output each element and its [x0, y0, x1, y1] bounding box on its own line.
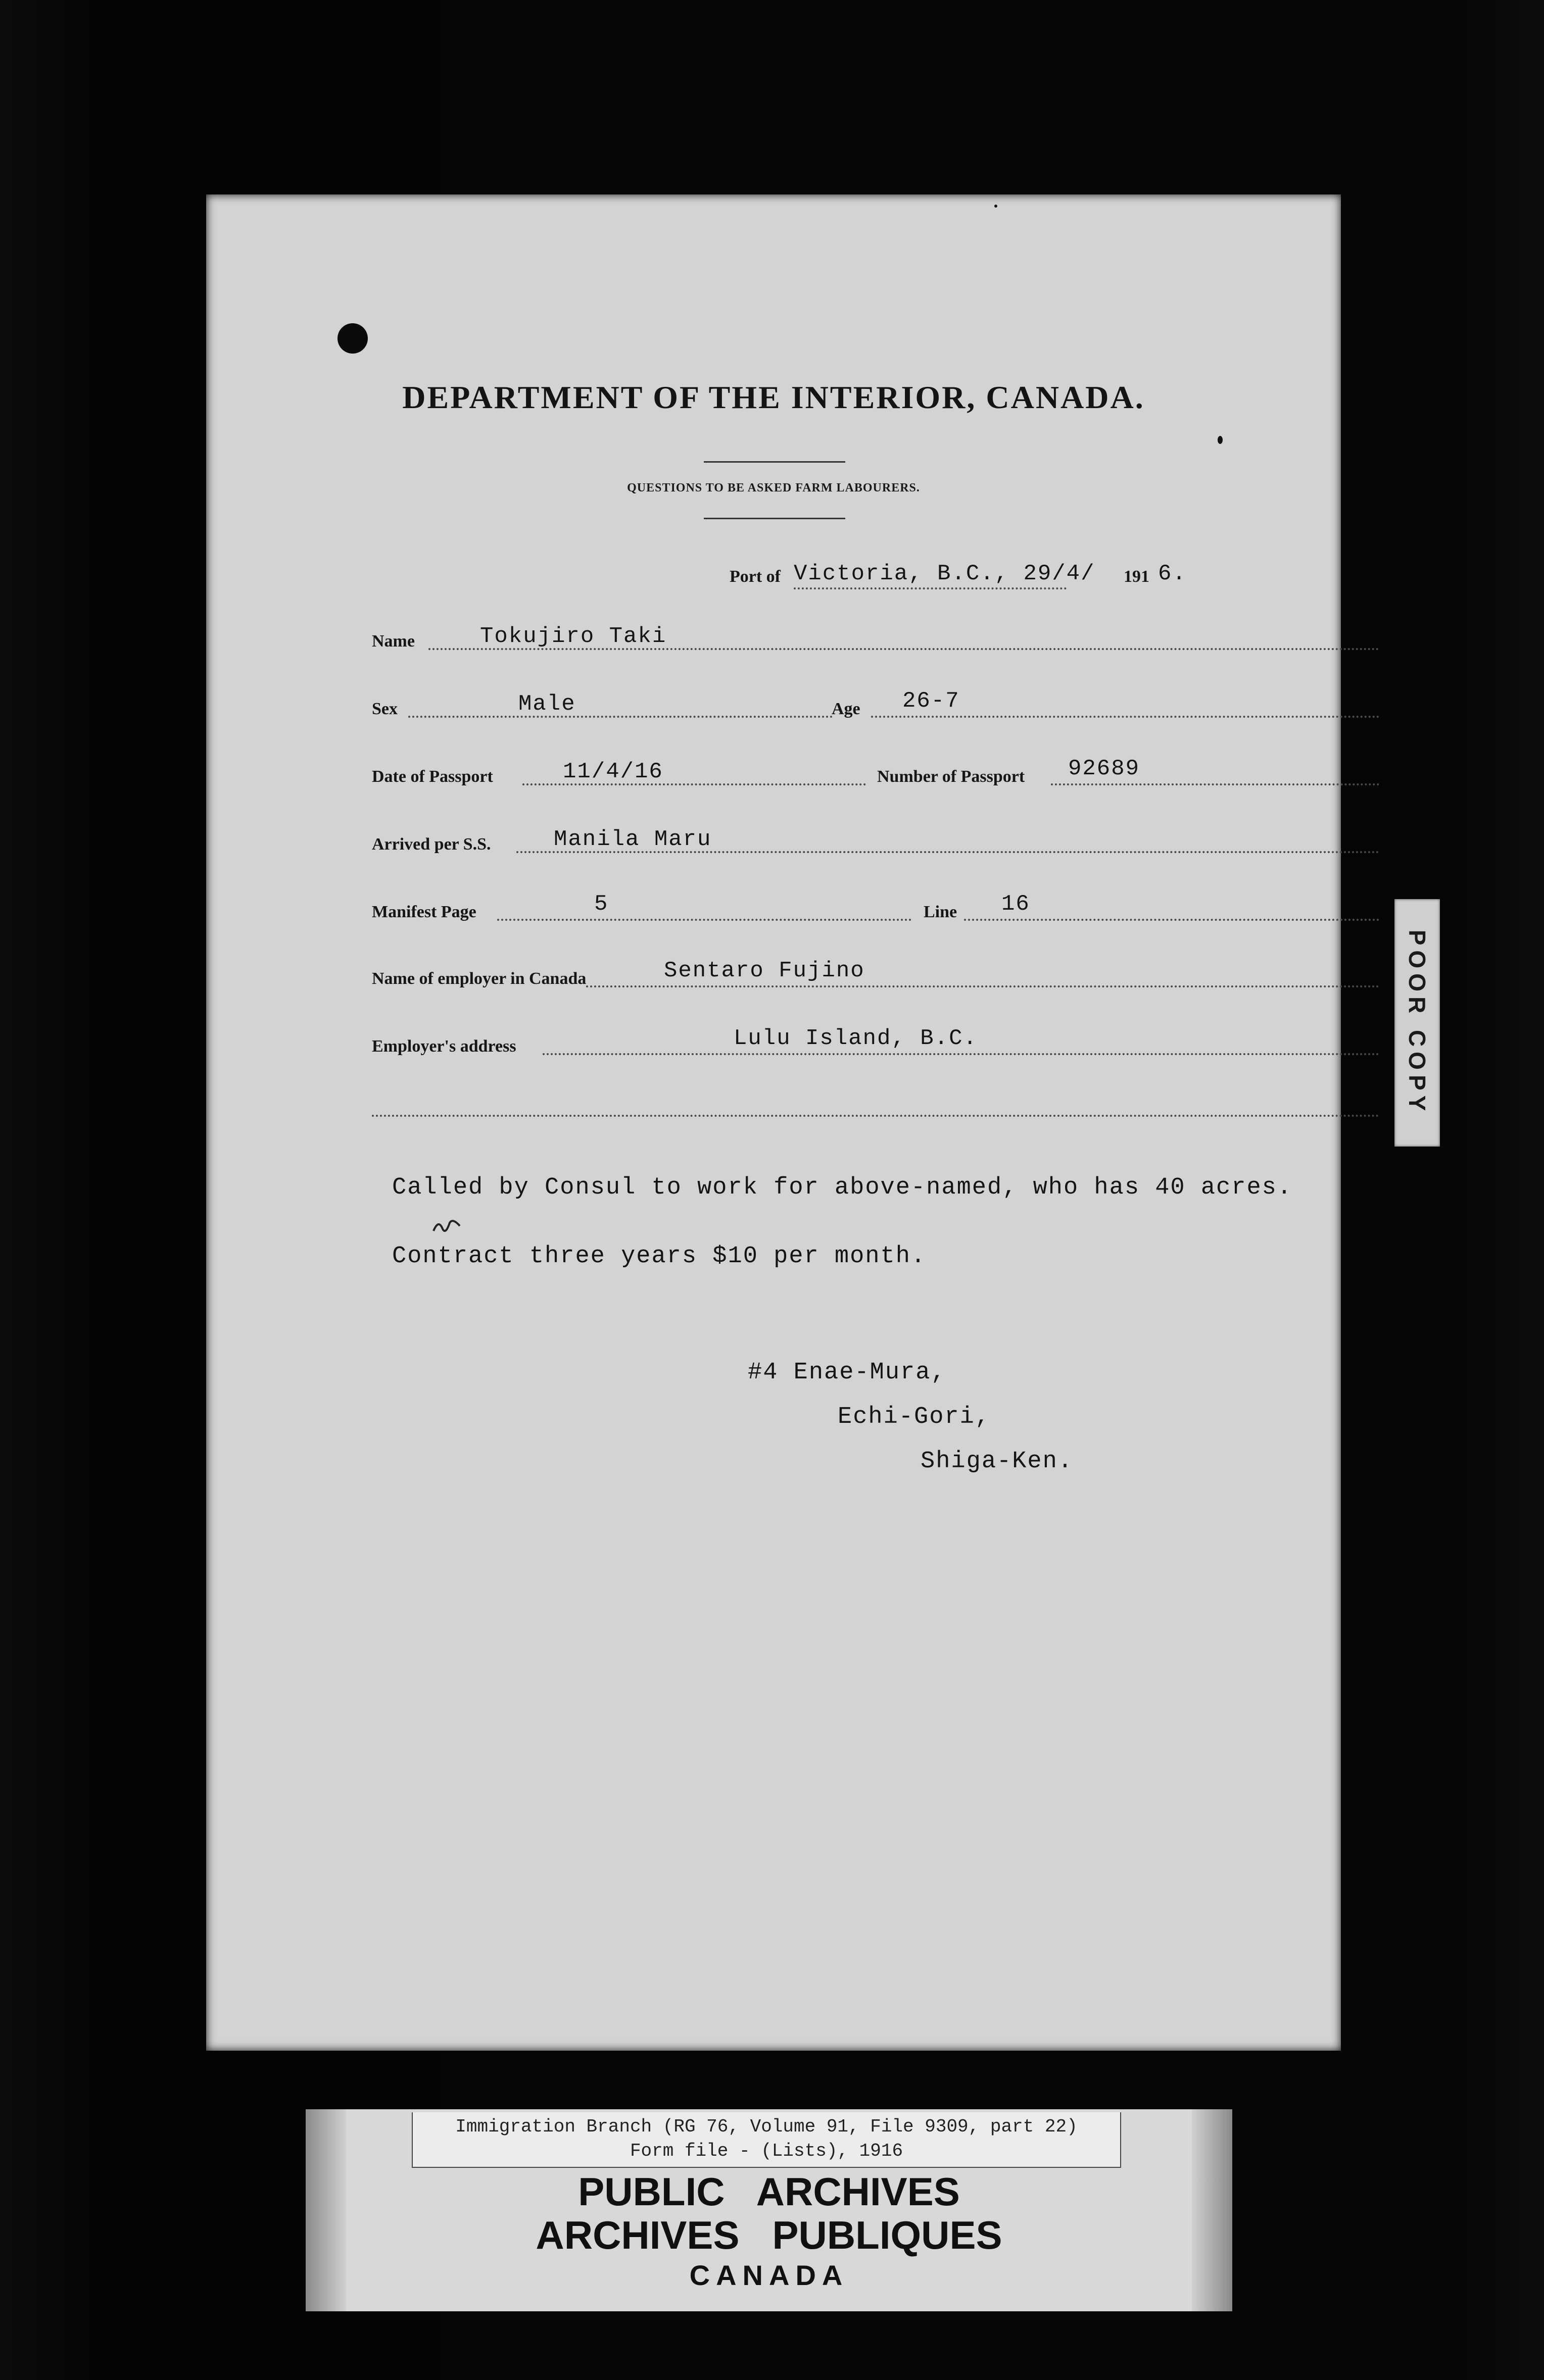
archive-reference-line-1: Immigration Branch (RG 76, Volume 91, File 9309, part 22): [455, 2116, 1078, 2137]
number-of-passport-value: 92689: [1068, 756, 1140, 781]
port-dotted-line: [794, 587, 1067, 589]
line-label: Line: [924, 903, 957, 921]
date-of-passport-label: Date of Passport: [372, 767, 493, 786]
sex-label: Sex: [372, 700, 398, 718]
address-line-2: Echi-Gori,: [838, 1404, 991, 1430]
sex-value: Male: [518, 691, 576, 717]
employer-address-dotted-line: [543, 1053, 1379, 1055]
arrived-per-value: Manila Maru: [554, 827, 712, 852]
year-suffix: 6.: [1158, 561, 1187, 586]
archive-reference-label: [412, 2112, 1121, 2168]
line-dotted-line: [964, 919, 1379, 921]
address-line-1: #4 Enae-Mura,: [748, 1359, 946, 1386]
archive-reference-line-2: Form file - (Lists), 1916: [630, 2141, 903, 2161]
canada-heading: CANADA: [689, 2259, 849, 2291]
department-heading: DEPARTMENT OF THE INTERIOR, CANADA.: [402, 379, 1145, 415]
heading-rule-top: [704, 461, 845, 463]
age-value: 26-7: [902, 688, 960, 714]
public-archives-heading: PUBLIC ARCHIVES: [578, 2169, 960, 2214]
ink-speck: [1218, 436, 1223, 444]
line-value: 16: [1001, 891, 1030, 917]
ink-speck: [994, 205, 997, 208]
form-subtitle: QUESTIONS TO BE ASKED FARM LABOURERS.: [627, 481, 920, 494]
age-label: Age: [832, 700, 860, 718]
punch-hole: [337, 323, 368, 354]
handwritten-check-mark: [431, 1214, 462, 1239]
age-dotted-line: [871, 716, 1379, 718]
employer-name-dotted-line: [586, 985, 1379, 987]
poor-copy-text: POOR COPY: [1404, 929, 1430, 1116]
archives-publiques-heading: ARCHIVES PUBLIQUES: [536, 2213, 1002, 2257]
blank-dotted-line: [372, 1115, 1379, 1117]
remark-line-1: Called by Consul to work for above-named, who has 40 acres.: [392, 1174, 1293, 1201]
port-label: Port of: [730, 567, 781, 586]
archive-plate: [306, 2109, 1232, 2311]
name-value: Tokujiro Taki: [480, 624, 667, 649]
manifest-page-dotted-line: [497, 919, 911, 921]
date-of-passport-value: 11/4/16: [563, 759, 663, 784]
employer-name-label: Name of employer in Canada: [372, 969, 587, 988]
form-sheet: [206, 194, 1341, 2051]
remark-line-2: Contract three years $10 per month.: [392, 1243, 927, 1270]
manifest-page-label: Manifest Page: [372, 903, 476, 921]
year-prefix: 191: [1124, 567, 1149, 586]
employer-address-value: Lulu Island, B.C.: [734, 1026, 978, 1051]
arrived-per-label: Arrived per S.S.: [372, 835, 491, 854]
number-of-passport-dotted-line: [1051, 783, 1379, 785]
sex-dotted-line: [408, 716, 833, 718]
employer-address-label: Employer's address: [372, 1037, 516, 1056]
poor-copy-stamp: [1394, 899, 1440, 1147]
address-line-3: Shiga-Ken.: [921, 1448, 1074, 1475]
port-value: Victoria, B.C., 29/4/: [794, 561, 1095, 586]
name-label: Name: [372, 632, 415, 651]
employer-name-value: Sentaro Fujino: [664, 958, 865, 983]
manifest-page-value: 5: [594, 891, 609, 917]
number-of-passport-label: Number of Passport: [877, 767, 1025, 786]
heading-rule-bottom: [704, 518, 845, 519]
